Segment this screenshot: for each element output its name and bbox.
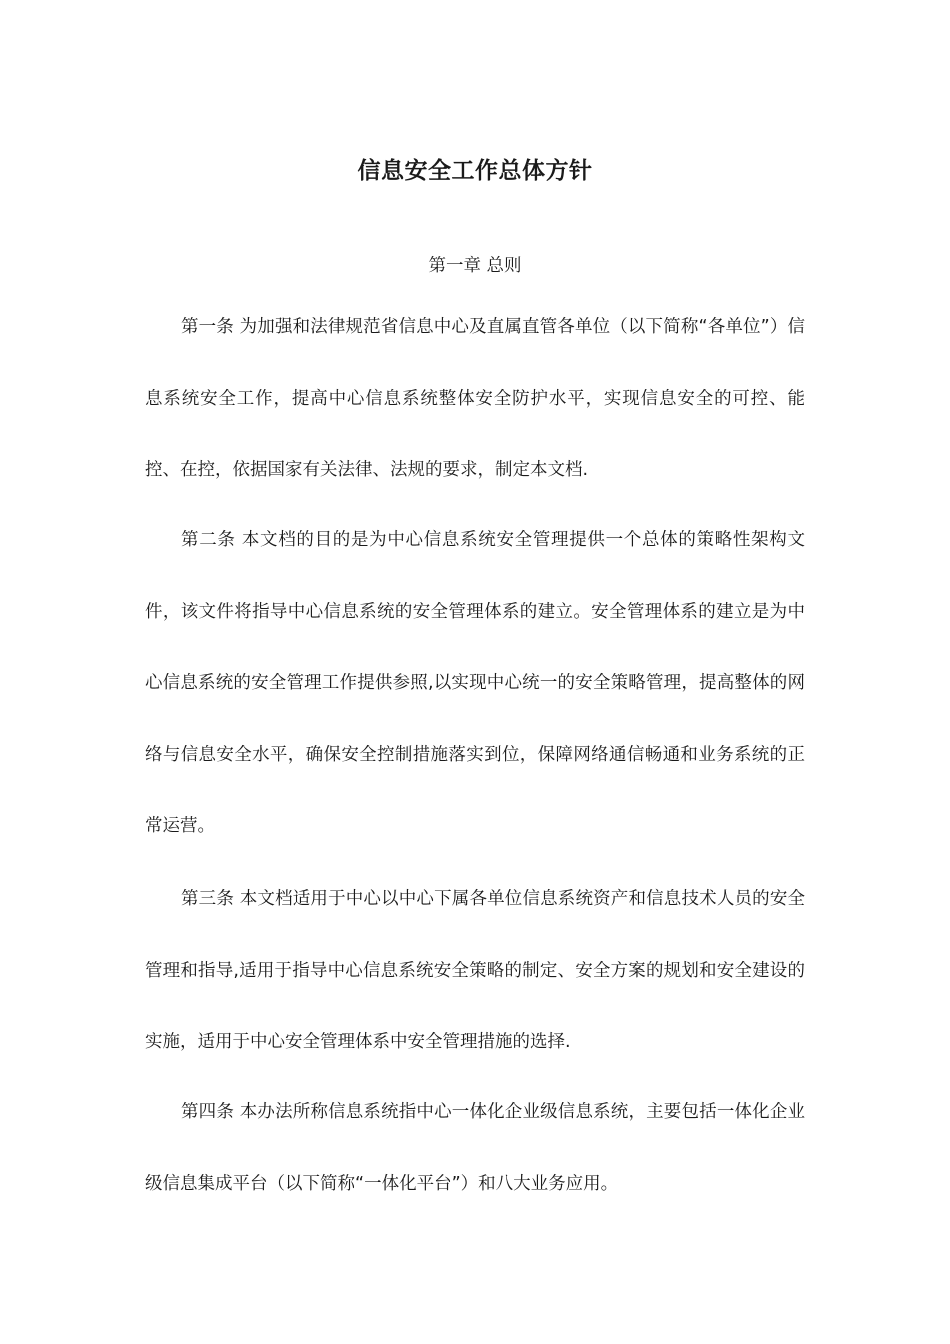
article-3-paragraph: 第三条 本文档适用于中心以中心下属各单位信息系统资产和信息技术人员的安全管理和指导,适用于指导中心信息系统安全策略的制定、安全方案的规划和安全建设的实施，适用于中心安全管理体系中安全管理措施的选择. <box>145 889 805 1052</box>
chapter-heading: 第一章 总则 <box>428 256 522 276</box>
article-4-paragraph: 第四条 本办法所称信息系统指中心一体化企业级信息系统，主要包括一体化企业级信息集成平台（以下简称“一体化平台”）和八大业务应用。 <box>145 1102 805 1194</box>
document-title: 信息安全工作总体方针 <box>357 158 593 184</box>
article-1-paragraph: 第一条 为加强和法律规范省信息中心及直属直管各单位（以下简称“各单位”）信息系统安全工作，提高中心信息系统整体安全防护水平，实现信息安全的可控、能控、在控，依据国家有关法律、法规的要求，制定本文档. <box>145 317 805 480</box>
article-2-paragraph: 第二条 本文档的目的是为中心信息系统安全管理提供一个总体的策略性架构文件，该文件将指导中心信息系统的安全管理体系的建立。安全管理体系的建立是为中心信息系统的安全管理工作提供参照,以实现中心统一的安全策略管理，提高整体的网络与信息安全水平，确保安全控制措施落实到位，保障网络通信畅通和业务系统的正常运营。 <box>145 530 805 836</box>
